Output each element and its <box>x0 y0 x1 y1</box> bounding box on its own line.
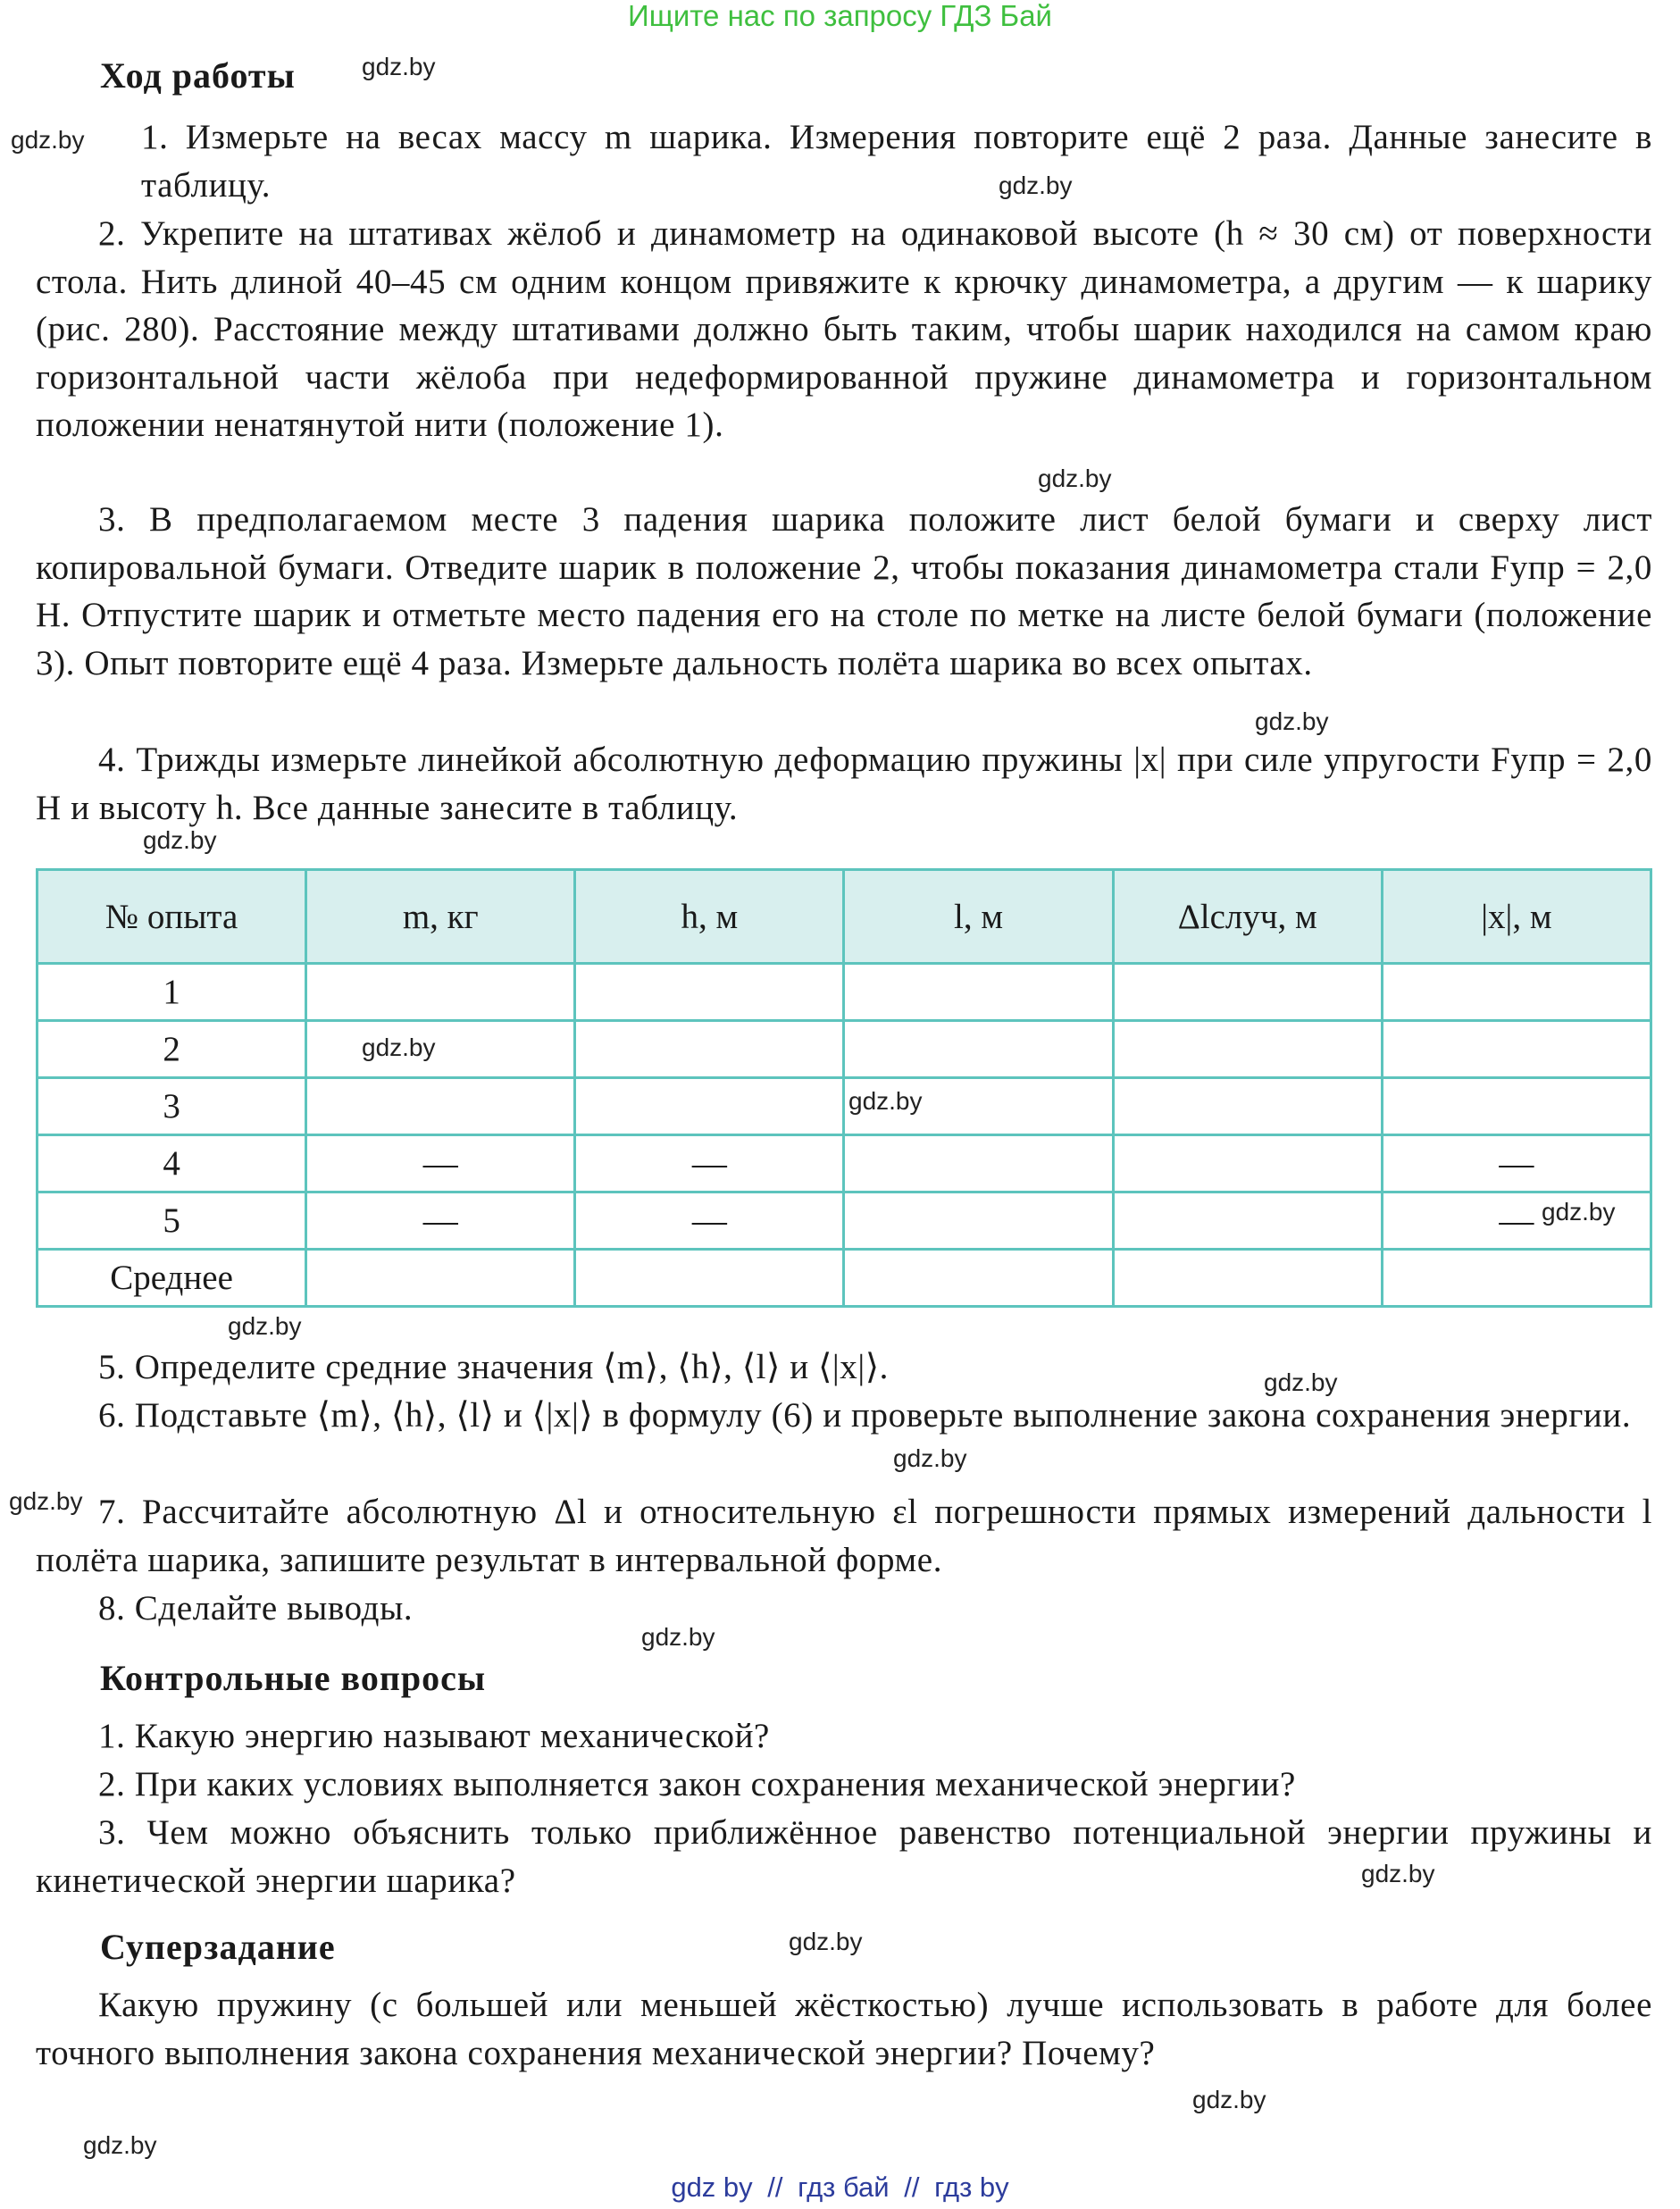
step-4-text: 4. Трижды измерьте линейкой абсолютную деформацию пружины |x| при силе упругости Fупр = 2,0 Н и высоту h. Все данные занесите в таблицу. <box>36 741 1652 827</box>
measurements-table <box>36 868 1652 1308</box>
watermark: gdz.by <box>893 1444 967 1472</box>
footer-separator: // <box>767 2171 783 2203</box>
top-banner[interactable]: Ищите нас по запросу ГДЗ Бай <box>628 0 1052 32</box>
watermark: gdz.by <box>1255 707 1329 735</box>
step-3 <box>36 496 1652 687</box>
question-3-text: 3. Чем можно объяснить только приближённое равенство потенциальной энергии пружины и кинетической энергии шарика? <box>36 1813 1652 1900</box>
table-cell <box>844 1135 1113 1192</box>
watermark: gdz.by <box>362 53 436 80</box>
table-cell <box>306 1078 575 1135</box>
table-cell <box>1113 1192 1382 1250</box>
table-cell: — <box>1382 1192 1651 1250</box>
table-cell <box>844 1250 1113 1307</box>
table-cell <box>844 1192 1113 1250</box>
question-2-text: 2. При каких условиях выполняется закон сохранения механической энергии? <box>98 1765 1296 1803</box>
col-header-distance: l, м <box>844 870 1113 964</box>
table-cell <box>1113 1021 1382 1078</box>
footer-link-gdz-by-cyr[interactable]: гдз by <box>934 2171 1009 2203</box>
table-cell: 2 <box>38 1021 306 1078</box>
footer-separator: // <box>904 2171 920 2203</box>
question-2 <box>36 1761 1652 1809</box>
table-cell <box>844 1021 1113 1078</box>
step-3-text: 3. В предполагаемом месте 3 падения шарика положите лист белой бумаги и сверху лист копировальной бумаги. Отведите шарик в положение 2, чтобы показания динамометра стали Fупр = 2,0 Н. Отпустите шарик и отметьте место падения его на столе по метке на листе белой бумаги (положение 3). Опыт повторите ещё 4 раза. Измерьте дальность полёта шарика во всех опытах. <box>36 500 1652 682</box>
step-8-text: 8. Сделайте выводы. <box>98 1589 414 1627</box>
table-cell <box>306 1021 575 1078</box>
step-8 <box>36 1585 1652 1633</box>
table-cell <box>306 964 575 1021</box>
step-5 <box>36 1343 1652 1392</box>
step-5-text: 5. Определите средние значения ⟨m⟩, ⟨h⟩, ⟨l⟩ и ⟨|x|⟩. <box>98 1348 889 1386</box>
table-row <box>38 1021 1651 1078</box>
col-header-deformation: |x|, м <box>1382 870 1651 964</box>
watermark: gdz.by <box>641 1623 715 1651</box>
table-row <box>38 1135 1651 1192</box>
table-cell <box>1382 1250 1651 1307</box>
table-cell <box>575 1078 844 1135</box>
table-row <box>38 964 1651 1021</box>
question-1-text: 1. Какую энергию называют механической? <box>98 1717 770 1755</box>
watermark: gdz.by <box>1264 1368 1338 1396</box>
step-2 <box>36 210 1652 449</box>
table-cell <box>844 964 1113 1021</box>
table-header-row <box>38 870 1651 964</box>
watermark: gdz.by <box>1038 464 1112 492</box>
step-7-text: 7. Рассчитайте абсолютную Δl и относительную εl погрешности прямых измерений дальности l полёта шарика, запишите результат в интервальной форме. <box>36 1493 1652 1579</box>
watermark: gdz.by <box>9 1487 83 1515</box>
table-cell <box>1113 1250 1382 1307</box>
table-cell <box>1113 1078 1382 1135</box>
watermark: gdz.by <box>1192 2086 1266 2113</box>
question-1 <box>36 1712 1652 1761</box>
table-cell: — <box>306 1135 575 1192</box>
table-row <box>38 1250 1651 1307</box>
col-header-mass: m, кг <box>306 870 575 964</box>
step-6-text: 6. Подставьте ⟨m⟩, ⟨h⟩, ⟨l⟩ и ⟨|x|⟩ в формулу (6) и проверьте выполнение закона сохранения энергии. <box>98 1396 1632 1435</box>
watermark: gdz.by <box>1361 1860 1435 1887</box>
watermark: gdz.by <box>999 172 1073 199</box>
footer-link-gdz-bai[interactable]: гдз бай <box>798 2171 890 2203</box>
step-2-text: 2. Укрепите на штативах жёлоб и динамометр на одинаковой высоте (h ≈ 30 см) от поверхности стола. Нить длиной 40–45 см одним концом привяжите к крючку динамометра, а другим — к шарику (рис. 280). Расстояние между штативами должно быть таким, чтобы шарик находился на самом краю горизонтальной части жёлоба при недеформированной пружине динамометра и горизонтальном положении ненатянутой нити (положение 1). <box>36 214 1652 444</box>
table-row <box>38 1078 1651 1135</box>
watermark: gdz.by <box>83 2131 157 2159</box>
col-header-random-error: Δlслуч, м <box>1113 870 1382 964</box>
table-cell: — <box>575 1135 844 1192</box>
table-cell: 3 <box>38 1078 306 1135</box>
watermark: gdz.by <box>848 1087 923 1115</box>
table-cell <box>1113 964 1382 1021</box>
watermark: gdz.by <box>11 126 85 154</box>
section-title-control: Контрольные вопросы <box>100 1658 487 1698</box>
step-1 <box>36 113 1652 209</box>
watermark: gdz.by <box>143 826 217 854</box>
super-task <box>36 1981 1652 2077</box>
table-cell: 5 <box>38 1192 306 1250</box>
col-header-height: h, м <box>575 870 844 964</box>
step-4 <box>36 736 1652 832</box>
table-cell <box>575 964 844 1021</box>
section-title-super: Суперзадание <box>100 1927 336 1967</box>
watermark: gdz.by <box>1542 1198 1616 1226</box>
table-cell: — <box>306 1192 575 1250</box>
col-header-number: № опыта <box>38 870 306 964</box>
step-1-text: 1. Измерьте на весах массу m шарика. Измерения повторите ещё 2 раза. Данные занесите в таблицу. <box>141 118 1652 205</box>
question-3 <box>36 1809 1652 1904</box>
watermark: gdz.by <box>789 1928 863 1955</box>
step-6 <box>36 1392 1652 1440</box>
footer-link-gdz-by[interactable]: gdz by <box>671 2171 753 2203</box>
table-cell <box>306 1250 575 1307</box>
table-cell <box>575 1021 844 1078</box>
watermark: gdz.by <box>228 1312 302 1340</box>
footer-links <box>0 2172 1680 2203</box>
table-cell <box>575 1250 844 1307</box>
table-cell: 4 <box>38 1135 306 1192</box>
table-cell <box>1382 1021 1651 1078</box>
table-cell <box>1382 964 1651 1021</box>
watermark: gdz.by <box>362 1033 436 1061</box>
super-task-text: Какую пружину (с большей или меньшей жёсткостью) лучше использовать в работе для более точного выполнения закона сохранения механической энергии? Почему? <box>36 1986 1652 2072</box>
table-row <box>38 1192 1651 1250</box>
table-cell: — <box>1382 1135 1651 1192</box>
table-cell <box>1113 1135 1382 1192</box>
table-cell: — <box>575 1192 844 1250</box>
section-title-work: Ход работы <box>100 55 296 96</box>
table-cell <box>1382 1078 1651 1135</box>
table-cell: Среднее <box>38 1250 306 1307</box>
step-7 <box>36 1488 1652 1584</box>
table-cell: 1 <box>38 964 306 1021</box>
